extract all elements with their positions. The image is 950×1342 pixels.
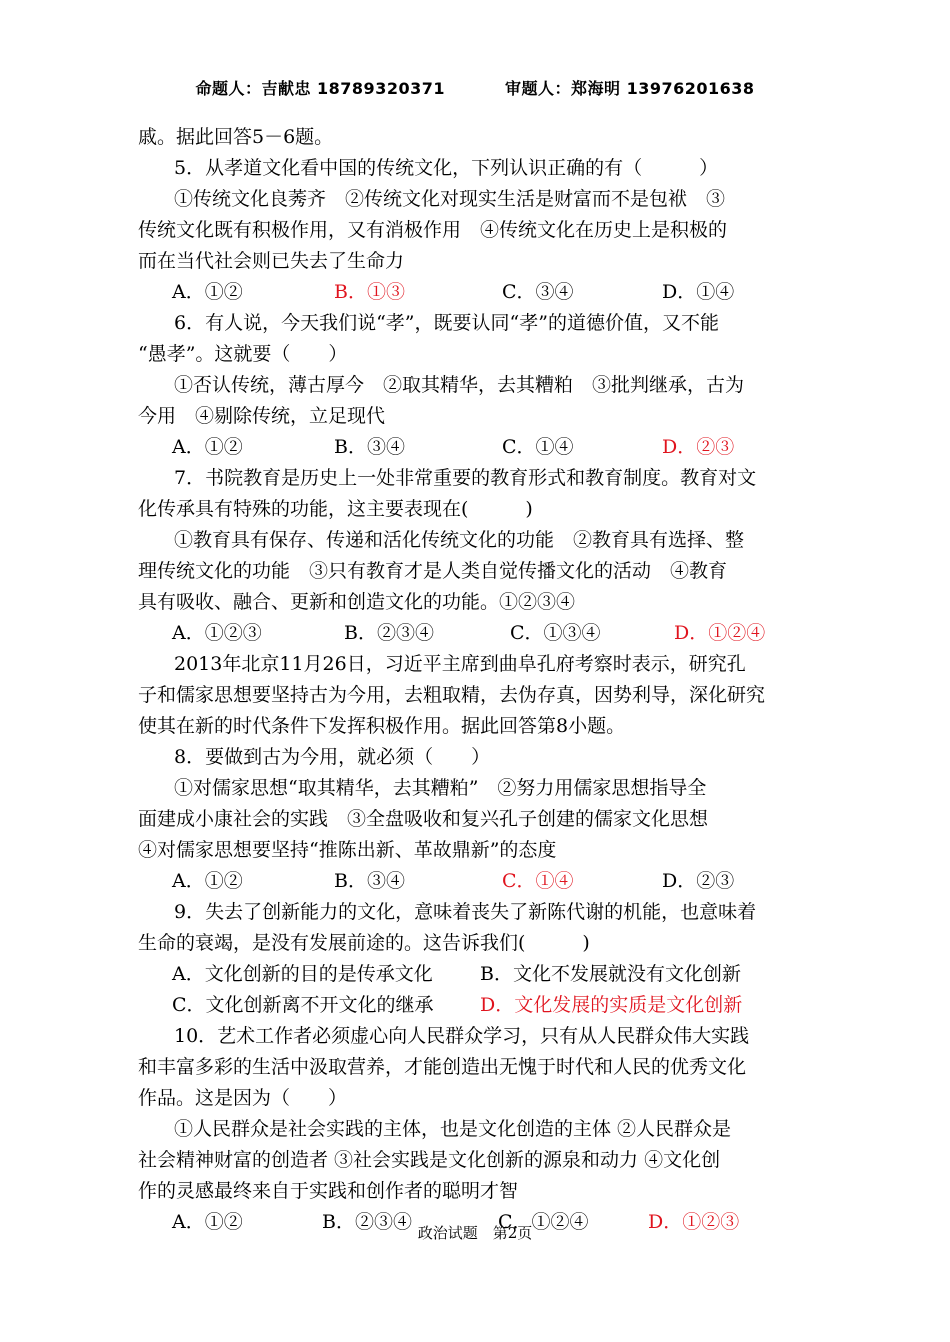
question-7-options xyxy=(138,618,828,649)
option-d: D．②③ xyxy=(662,870,735,892)
question-5-statements: 传统文化既有积极作用，又有消极作用 ④传统文化在历史上是积极的 xyxy=(138,219,728,241)
option-d: D．①④ xyxy=(662,281,735,303)
option-a: A．①② xyxy=(172,870,243,892)
question-8-stem: 8．要做到古为今用，就必须（ ） xyxy=(174,746,491,768)
question-5-stem: 5．从孝道文化看中国的传统文化，下列认识正确的有（ ） xyxy=(174,157,719,179)
material-paragraph: 2013年北京11月26日，习近平主席到曲阜孔府考察时表示，研究孔 xyxy=(174,653,746,675)
question-5-statements: 而在当代社会则已失去了生命力 xyxy=(138,250,405,272)
question-6-statements: ①否认传统，薄古厚今 ②取其精华，去其糟粕 ③批判继承，古为 xyxy=(174,374,745,396)
page-footer: 政治试题 第2页 xyxy=(417,1224,533,1242)
option-a: A．①② xyxy=(172,281,243,303)
question-8-statements: ①对儒家思想“取其精华，去其糟粕” ②努力用儒家思想指导全 xyxy=(174,777,707,799)
option-b: B．③④ xyxy=(334,436,405,458)
author-credit: 命题人：吉献忠 18789320371 xyxy=(195,79,445,98)
option-b-answer: B．①③ xyxy=(334,281,405,303)
option-c-answer: C．①④ xyxy=(502,870,574,892)
option-b: B．②③④ xyxy=(344,622,434,644)
reviewer-credit: 审题人：郑海明 13976201638 xyxy=(505,79,755,98)
option-d-answer: D．①②③ xyxy=(648,1211,740,1233)
question-8-options xyxy=(138,866,828,897)
question-7-statements: 具有吸收、融合、更新和创造文化的功能。①②③④ xyxy=(138,591,576,613)
question-7-statements: ①教育具有保存、传递和活化传统文化的功能 ②教育具有选择、整 xyxy=(174,529,745,551)
question-5-statements: ①传统文化良莠齐 ②传统文化对现实生活是财富而不是包袱 ③ xyxy=(174,188,726,210)
option-c: C．①③④ xyxy=(510,622,601,644)
question-8-statements: ④对儒家思想要坚持“推陈出新、革故鼎新”的态度 xyxy=(138,839,557,861)
option-b: B．文化不发展就没有文化创新 xyxy=(480,963,741,985)
option-d-answer: D．①②④ xyxy=(674,622,766,644)
question-6-stem: 6．有人说，今天我们说“孝”，既要认同“孝”的道德价值，又不能 xyxy=(174,312,719,334)
option-c: C．①②④ xyxy=(498,1211,589,1233)
option-c: C．③④ xyxy=(502,281,574,303)
question-9-stem: 生命的衰竭，是没有发展前途的。这告诉我们( ) xyxy=(138,932,590,954)
question-7-stem: 化传承具有特殊的功能，这主要表现在( ) xyxy=(138,498,533,520)
option-a: A．①②③ xyxy=(172,622,262,644)
option-d-answer: D．②③ xyxy=(662,436,735,458)
option-b: B．③④ xyxy=(334,870,405,892)
question-10-statements: 社会精神财富的创造者 ③社会实践是文化创新的源泉和动力 ④文化创 xyxy=(138,1149,721,1171)
question-6-stem: “愚孝”。这就要（ ） xyxy=(138,343,348,365)
question-5-options xyxy=(138,277,828,308)
question-9-options xyxy=(138,959,828,990)
question-10-stem: 作品。这是因为（ ） xyxy=(138,1087,348,1109)
question-10-stem: 和丰富多彩的生活中汲取营养，才能创造出无愧于时代和人民的优秀文化 xyxy=(138,1056,747,1078)
question-10-stem: 10．艺术工作者必须虚心向人民群众学习，只有从人民群众伟大实践 xyxy=(174,1025,750,1047)
option-a: A．①② xyxy=(172,436,243,458)
option-d-answer: D．文化发展的实质是文化创新 xyxy=(480,994,743,1016)
option-c: C．①④ xyxy=(502,436,574,458)
option-b: B．②③④ xyxy=(322,1211,412,1233)
material-paragraph: 使其在新的时代条件下发挥积极作用。据此回答第8小题。 xyxy=(138,715,626,737)
question-10-statements: 作的灵感最终来自于实践和创作者的聪明才智 xyxy=(138,1180,519,1202)
question-10-statements: ①人民群众是社会实践的主体，也是文化创造的主体 ②人民群众是 xyxy=(174,1118,732,1140)
page-header xyxy=(0,76,950,99)
option-a: A．文化创新的目的是传承文化 xyxy=(172,963,433,985)
question-7-statements: 理传统文化的功能 ③只有教育才是人类自觉传播文化的活动 ④教育 xyxy=(138,560,728,582)
question-6-statements: 今用 ④剔除传统，立足现代 xyxy=(138,405,386,427)
material-paragraph: 子和儒家思想要坚持古为今用，去粗取精，去伪存真，因势利导，深化研究 xyxy=(138,684,766,706)
question-6-options xyxy=(138,432,828,463)
question-9-stem: 9．失去了创新能力的文化，意味着丧失了新陈代谢的机能，也意味着 xyxy=(174,901,757,923)
question-8-statements: 面建成小康社会的实践 ③全盘吸收和复兴孔子创建的儒家文化思想 xyxy=(138,808,709,830)
option-c: C．文化创新离不开文化的继承 xyxy=(172,994,434,1016)
exam-body xyxy=(138,122,828,1238)
text-line: 戚。据此回答5－6题。 xyxy=(138,126,334,148)
option-a: A．①② xyxy=(172,1211,243,1233)
question-9-options xyxy=(138,990,828,1021)
question-7-stem: 7．书院教育是历史上一处非常重要的教育形式和教育制度。教育对文 xyxy=(174,467,757,489)
